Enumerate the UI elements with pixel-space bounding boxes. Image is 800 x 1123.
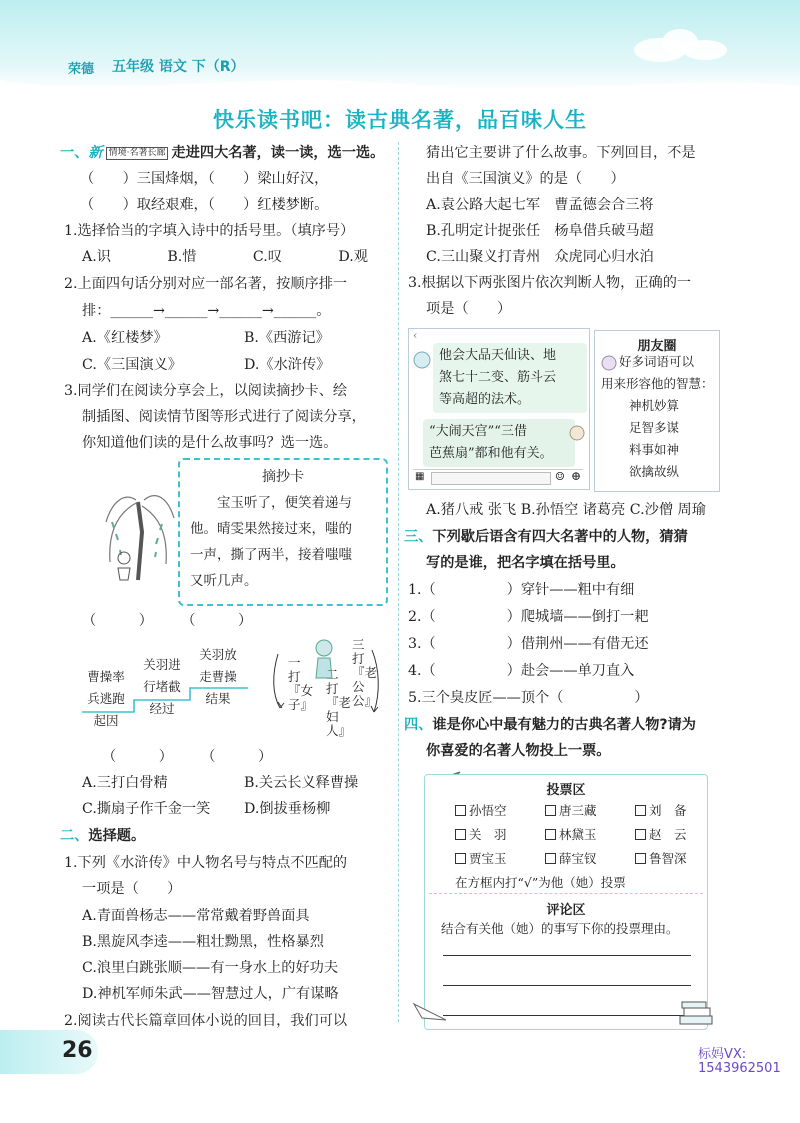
comment-title: 评论区 — [546, 903, 586, 918]
question-2-3b: 项是（ ） — [426, 301, 512, 317]
checkbox-icon[interactable] — [545, 829, 556, 840]
fight-2: 二打『老妇人』 — [326, 667, 352, 738]
watermark: 标妈VX: 1543962501 — [698, 1047, 781, 1076]
q1-options: A.识 B.惜 C.叹 D.观 — [82, 249, 368, 265]
answer-line-1[interactable] — [443, 955, 691, 956]
chat-bubble-2: “大闹天宫”“三借 芭蕉扇”都和他有关。 — [423, 419, 575, 467]
candidate-1[interactable]: 孙悟空 — [455, 801, 507, 819]
keyboard-icon: ▦ — [415, 471, 425, 482]
question-2-1b: 一项是（ ） — [82, 881, 182, 897]
q3-option-b: B.关云长义释曹操 — [244, 775, 359, 791]
checkbox-icon[interactable] — [545, 805, 556, 816]
q22-option-c: C.三山聚义打青州 众虎同心归水泊 — [426, 249, 654, 265]
checkbox-icon[interactable] — [455, 805, 466, 816]
q2-option-a: A.《红楼梦》 — [82, 330, 168, 346]
page-number: 26 — [62, 1038, 93, 1063]
candidate-5[interactable]: 林黛玉 — [545, 825, 597, 843]
section2-heading: 二、选择题。 — [60, 828, 146, 844]
riddle-5: 5.三个臭皮匠——顶个（ ） — [408, 690, 649, 706]
checkbox-icon[interactable] — [635, 853, 646, 864]
books-icon — [676, 1000, 716, 1030]
riddle-3: 3.（ ）借荆州——有借无还 — [408, 636, 649, 652]
question-2-3a: 3.根据以下两张图片依次判断人物，正确的一 — [408, 275, 692, 291]
back-chevron-icon: ‹ — [413, 329, 418, 342]
q22-option-a: A.袁公路大起七军 曹孟德会合三将 — [426, 197, 654, 213]
checkbox-icon[interactable] — [545, 853, 556, 864]
moments-title: 朋友圈 — [637, 339, 677, 354]
vote-title: 投票区 — [546, 783, 586, 798]
fight-3: 三打『老公公』 — [352, 637, 378, 708]
question-2-2c: 出自《三国演义》的是（ ） — [426, 171, 625, 187]
poem-line-1: （ ）三国烽烟，（ ）梁山好汉， — [80, 171, 329, 187]
three-fights-diagram — [268, 634, 388, 744]
candidate-6[interactable]: 赵 云 — [635, 825, 687, 843]
answer-parens-2: （ ） （ ） — [102, 749, 273, 765]
q23-options: A.猪八戒 张飞 B.孙悟空 诸葛亮 C.沙僧 周瑜 — [426, 502, 706, 518]
section4-heading-a: 四、谁是你心中最有魅力的古典名著人物?请为 — [404, 717, 696, 733]
chat-screenshot — [408, 328, 590, 490]
q3-option-c: C.撕扇子作千金一笑 — [82, 801, 211, 817]
answer-parens-1: （ ） （ ） — [82, 613, 253, 629]
plus-icon: ⊕ — [571, 469, 582, 483]
candidate-4[interactable]: 关 羽 — [455, 825, 507, 843]
grade-label: 五年级 语文 下（R） — [112, 59, 245, 75]
willow-tree-illustration — [98, 472, 178, 582]
vote-hint: 在方框内打“√”为他（她）投票 — [455, 875, 626, 890]
q3-option-d: D.倒拔垂杨柳 — [244, 801, 331, 817]
plot-diagram: 曹操率 兵逃跑 起因 关羽进 行堵截 经过 关羽放 走曹操 结果 — [78, 642, 258, 732]
q21-option-c: C.浪里白跳张顺——有一身水上的好功夫 — [82, 960, 339, 976]
q3-option-a: A.三打白骨精 — [82, 775, 168, 791]
question-2-2b: 猜出它主要讲了什么故事。下列回目，不是 — [426, 145, 696, 161]
checkbox-icon[interactable] — [635, 829, 646, 840]
moments-text: 好多词语可以 用来形容他的智慧： 神机妙算 足智多谋 料事如神 欲擒故纵 — [601, 354, 714, 479]
avatar-icon — [413, 351, 431, 369]
chat-input-bar — [413, 469, 583, 486]
candidate-7[interactable]: 贾宝玉 — [455, 849, 507, 867]
checkbox-icon[interactable] — [455, 829, 466, 840]
section1-heading: 一、新 情境·名著长廊 走进四大名著，读一读，选一选。 — [60, 145, 385, 161]
answer-line-3[interactable] — [443, 1015, 691, 1016]
page-title: 快乐读书吧：读古典名著，品百味人生 — [213, 108, 587, 132]
excerpt-card — [178, 458, 388, 606]
q22-option-b: B.孔明定计捉张任 杨阜借兵破马超 — [426, 223, 654, 239]
question-1-3c: 你知道他们读的是什么故事吗？选一选。 — [82, 435, 338, 451]
moments-panel — [594, 330, 720, 492]
chat-text-field — [431, 472, 551, 485]
cloud-icon — [620, 20, 740, 70]
card-title: 摘抄卡 — [262, 469, 304, 485]
riddle-1: 1.（ ）穿针——粗中有细 — [408, 582, 635, 598]
checkbox-icon[interactable] — [635, 805, 646, 816]
fight-1: 一打『女子』 — [288, 655, 314, 712]
plot-steps-line — [78, 642, 258, 732]
question-2-1a: 1.下列《水浒传》中人物名号与特点不匹配的 — [64, 855, 348, 871]
riddle-2: 2.（ ）爬城墙——倒打一耙 — [408, 609, 649, 625]
q2-option-c: C.《三国演义》 — [82, 357, 182, 373]
section3-heading-a: 三、下列歇后语含有四大名著中的人物，猜猜 — [404, 529, 688, 545]
section3-heading-b: 写的是谁，把名字填在括号里。 — [426, 555, 625, 571]
q2-option-d: D.《水浒传》 — [244, 357, 331, 373]
paper-plane-icon-2 — [412, 1000, 448, 1024]
answer-line-2[interactable] — [443, 985, 691, 986]
question-1-1: 1.选择恰当的字填入诗中的括号里。（填序号） — [64, 223, 355, 239]
new-badge-icon: 新 — [88, 145, 103, 161]
vote-divider — [429, 893, 703, 894]
q21-option-d: D.神机军师朱武——智慧过人，广有谋略 — [82, 986, 339, 1002]
candidate-9[interactable]: 鲁智深 — [635, 849, 687, 867]
card-body: 宝玉听了，便笑着递与 他。晴雯果然接过来，嗤的 一声，撕了两半，接着嗤嗤 又听几声。 — [190, 495, 352, 589]
question-1-2a: 2.上面四句话分别对应一部名著，按顺序排一 — [64, 276, 348, 292]
q21-option-a: A.青面兽杨志——常常戴着野兽面具 — [82, 908, 310, 924]
candidate-3[interactable]: 刘 备 — [635, 801, 687, 819]
poem-line-2: （ ）取经艰难，（ ）红楼梦断。 — [80, 197, 329, 213]
checkbox-icon[interactable] — [455, 853, 466, 864]
question-2-2a: 2.阅读古代长篇章回体小说的回目，我们可以 — [64, 1013, 348, 1029]
vote-panel — [424, 774, 708, 1030]
question-1-3b: 制插图、阅读情节图等形式进行了阅读分享， — [82, 409, 366, 425]
brand-logo: 荣德 — [68, 62, 95, 77]
riddle-4: 4.（ ）赴会——单刀直入 — [408, 663, 635, 679]
section4-heading-b: 你喜爱的名著人物投上一票。 — [426, 743, 611, 759]
comment-hint: 结合有关他（她）的事写下你的投票理由。 — [441, 921, 679, 936]
candidate-2[interactable]: 唐三藏 — [545, 801, 597, 819]
chat-bubble-1: 他会大品天仙诀、地 煞七十二变、筋斗云 等高超的法术。 — [433, 343, 587, 413]
question-1-2b: 排：______→______→______→______。 — [82, 303, 331, 319]
emoji-icon: ☺ — [555, 470, 565, 483]
q21-option-b: B.黑旋风李逵——粗壮黝黑，性格暴烈 — [82, 934, 324, 950]
avatar-icon-2 — [569, 425, 585, 441]
candidate-8[interactable]: 薛宝钗 — [545, 849, 597, 867]
question-1-3a: 3.同学们在阅读分享会上，以阅读摘抄卡、绘 — [64, 383, 348, 399]
column-divider — [398, 142, 399, 1022]
context-tag: 情境·名著长廊 — [106, 147, 169, 160]
q2-option-b: B.《西游记》 — [244, 330, 330, 346]
